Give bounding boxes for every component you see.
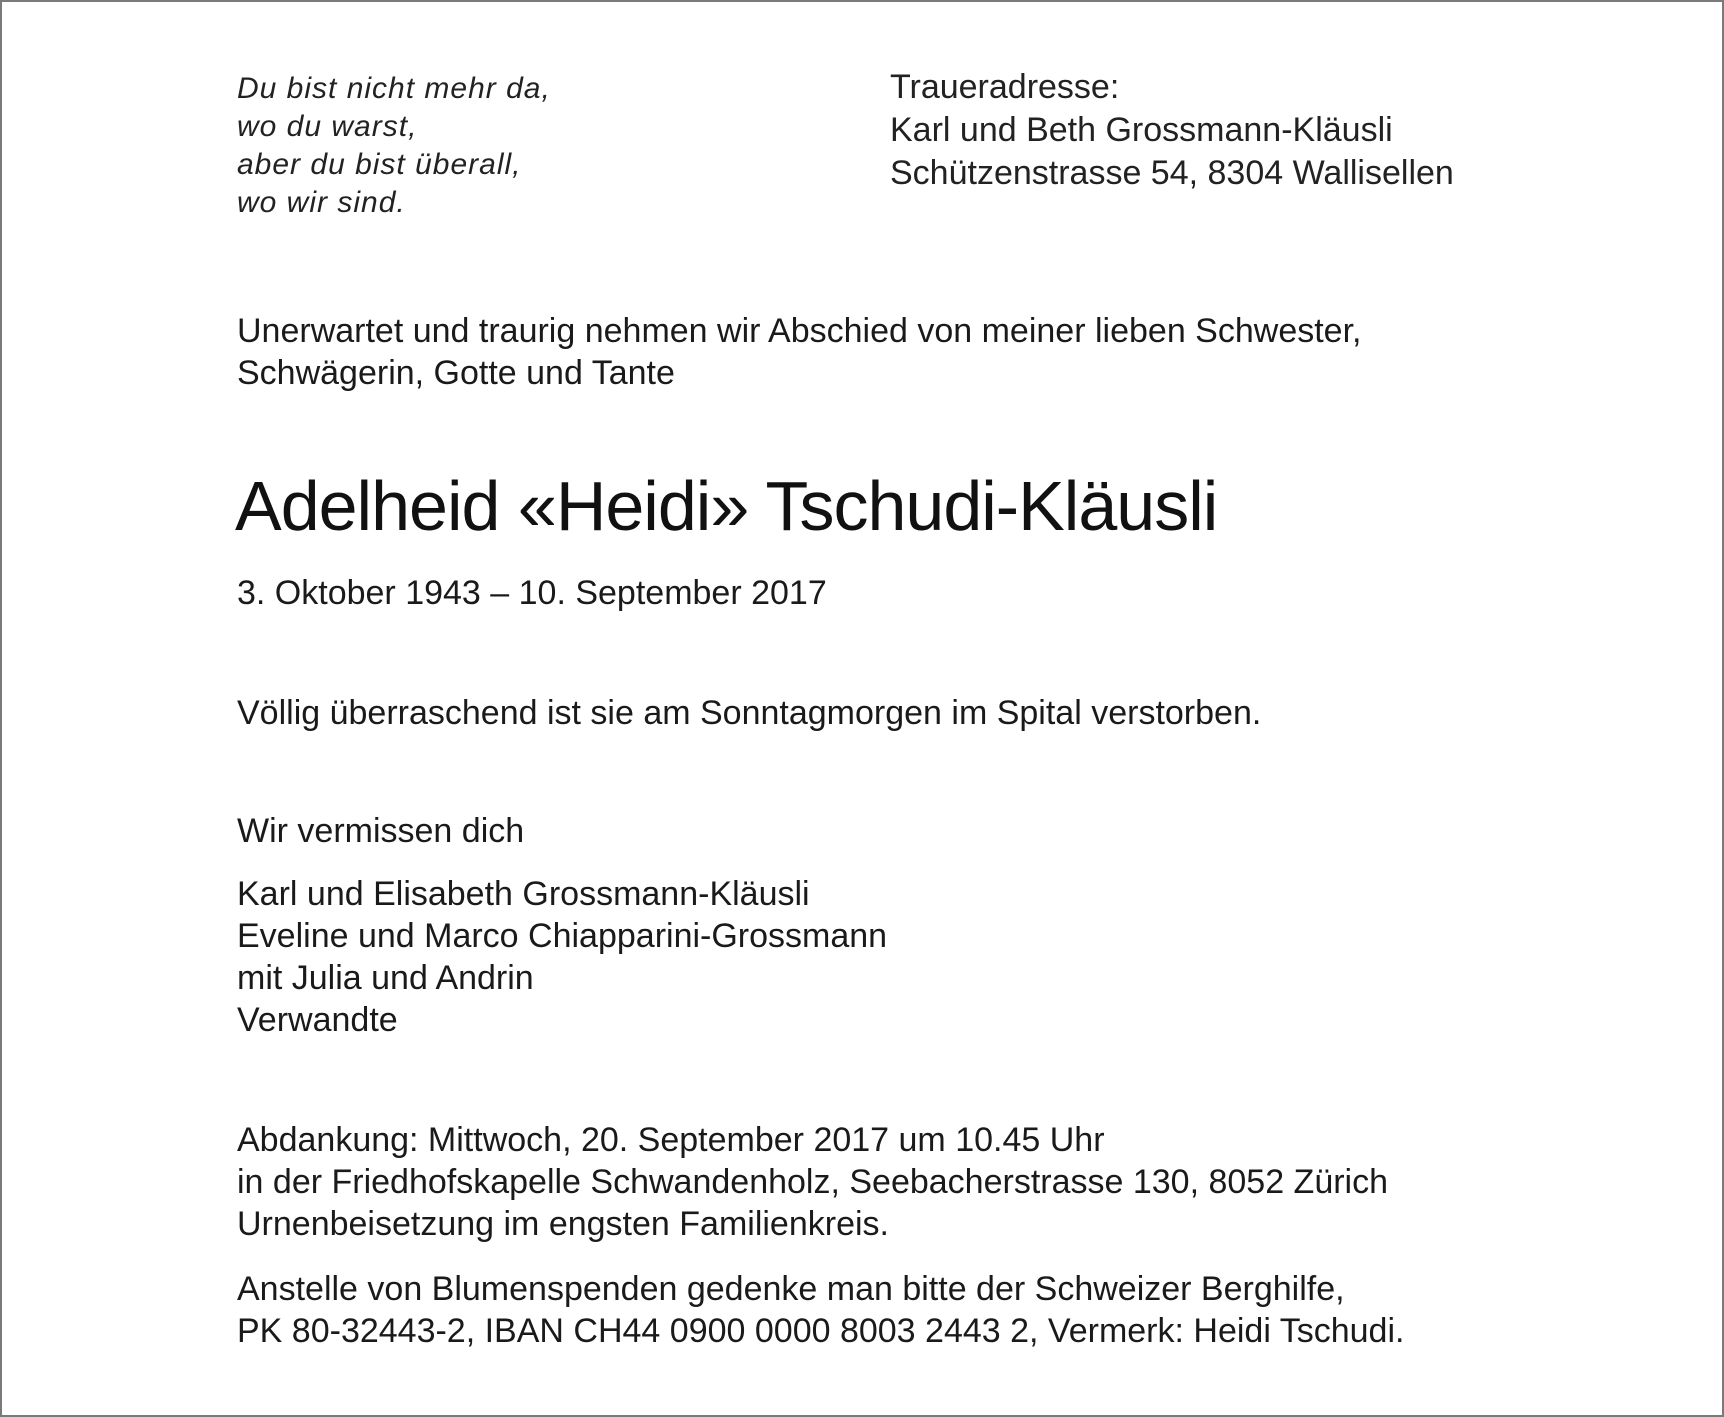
intro-line: Schwägerin, Gotte und Tante (237, 354, 675, 392)
deceased-name: Adelheid «Heidi» Tschudi-Kläusli (235, 467, 1218, 545)
miss-line: Wir vermissen dich (237, 812, 525, 850)
donation-line: Anstelle von Blumenspenden gedenke man bitte der Schweizer Berghilfe, (237, 1270, 1345, 1308)
farewell-intro (237, 310, 1361, 394)
funeral-line: in der Friedhofskapelle Schwandenholz, Seebacherstrasse 130, 8052 Zürich (237, 1163, 1389, 1201)
mourning-address (890, 66, 1454, 195)
poem-line: wo wir sind. (237, 186, 406, 219)
intro-line: Unerwartet und traurig nehmen wir Abschied von meiner lieben Schwester, (237, 312, 1362, 350)
mourner: mit Julia und Andrin (237, 959, 534, 997)
poem-line: wo du warst, (237, 110, 418, 143)
donation-info (237, 1268, 1404, 1352)
mourners-list (237, 873, 887, 1041)
life-dates: 3. Oktober 1943 – 10. September 2017 (237, 574, 827, 612)
funeral-info (237, 1119, 1388, 1245)
funeral-line: Abdankung: Mittwoch, 20. September 2017 um 10.45 Uhr (237, 1121, 1105, 1159)
mourner: Verwandte (237, 1001, 398, 1039)
death-note: Völlig überraschend ist sie am Sonntagmorgen im Spital verstorben. (237, 694, 1262, 732)
mourner: Karl und Elisabeth Grossmann-Kläusli (237, 875, 810, 913)
mourner: Eveline und Marco Chiapparini-Grossmann (237, 917, 888, 955)
address-names: Karl und Beth Grossmann-Kläusli (890, 111, 1393, 149)
poem-line: Du bist nicht mehr da, (237, 72, 551, 105)
funeral-line: Urnenbeisetzung im engsten Familienkreis. (237, 1205, 889, 1243)
address-street: Schützenstrasse 54, 8304 Wallisellen (890, 154, 1454, 192)
memorial-poem (237, 70, 551, 222)
address-heading: Traueradresse: (890, 68, 1120, 106)
donation-line: PK 80-32443-2, IBAN CH44 0900 0000 8003 2443 2, Vermerk: Heidi Tschudi. (237, 1312, 1405, 1350)
poem-line: aber du bist überall, (237, 148, 522, 181)
